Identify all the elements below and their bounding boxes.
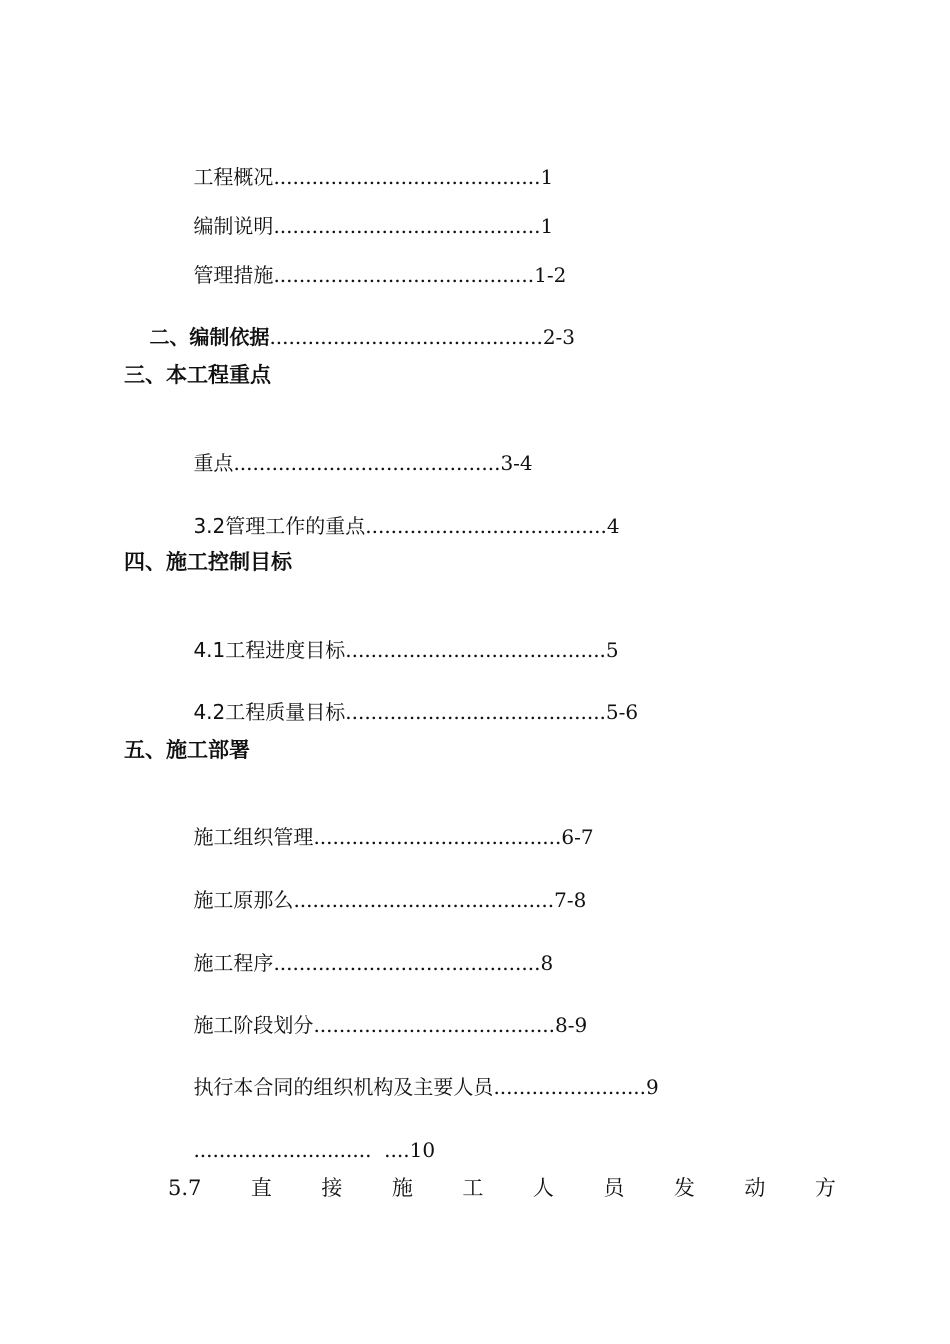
toc-entry-title: 4.1工程进度目标: [193, 638, 346, 662]
leader-dots: ..........................................: [273, 214, 541, 238]
leader-dots: .......................................: [313, 825, 562, 849]
leader-dots: .........................................: [293, 888, 555, 912]
spread-word: 工: [462, 1176, 484, 1200]
toc-entry-title: 管理措施: [193, 263, 274, 287]
toc-entry-title: 施工原那么: [193, 888, 294, 912]
page-number: 1-2: [534, 263, 567, 287]
page-number: 1: [540, 165, 554, 189]
page-number: 2-3: [542, 325, 576, 349]
leader-dots: ..........................................: [273, 951, 541, 975]
section-heading: 三、本工程重点: [124, 363, 271, 387]
spread-word: 直: [250, 1176, 272, 1200]
leader-dots: ......................................: [313, 1013, 556, 1037]
page-number: 7-8: [554, 888, 587, 912]
toc-entry-title: 3.2管理工作的重点: [193, 514, 366, 538]
leader-dots: ............................ ....: [193, 1138, 410, 1162]
leader-dots: ...........................................: [269, 325, 543, 349]
spread-word: 5.7: [168, 1176, 202, 1200]
page-number: 10: [409, 1138, 436, 1162]
page-number: 4: [606, 514, 620, 538]
spread-word: 发: [673, 1176, 695, 1200]
section-heading: 四、施工控制目标: [124, 550, 292, 574]
leader-dots: .........................................: [345, 638, 606, 662]
spread-word: 接: [321, 1176, 343, 1200]
toc-entry-title: 施工组织管理: [193, 825, 314, 849]
page-number: 5-6: [605, 700, 639, 724]
leader-dots: .........................................: [273, 263, 535, 287]
page-number: 9: [646, 1075, 659, 1099]
leader-dots: ........................: [493, 1075, 647, 1099]
toc-entry-title: 工程概况: [193, 165, 274, 189]
leader-dots: .........................................: [345, 700, 606, 724]
toc-entry-title: 施工阶段划分: [193, 1013, 314, 1037]
toc-entry-justified: [168, 1174, 836, 1202]
page-number: 1: [540, 214, 554, 238]
leader-dots: ......................................: [365, 514, 607, 538]
spread-word: 动: [744, 1176, 766, 1200]
section-heading: 二、编制依据: [149, 325, 270, 349]
page-number: 8-9: [555, 1013, 588, 1037]
toc-entry-title: 编制说明: [193, 214, 274, 238]
spread-word: 人: [532, 1176, 554, 1200]
toc-entry-title: 执行本合同的组织机构及主要人员: [193, 1075, 494, 1099]
spread-word: 员: [603, 1176, 625, 1200]
page-number: 6-7: [561, 825, 594, 849]
toc-entry-title: 施工程序: [193, 951, 274, 975]
toc-entry-title: 4.2工程质量目标: [193, 700, 346, 724]
page-number: 5: [605, 638, 619, 662]
leader-dots: ..........................................: [273, 165, 541, 189]
spread-word: 施: [391, 1176, 413, 1200]
toc-entry-title: 重点: [193, 451, 234, 475]
page-number: 3-4: [500, 451, 533, 475]
page-number: 8: [540, 951, 554, 975]
section-heading: 五、施工部署: [124, 738, 250, 762]
spread-word: 方: [814, 1176, 836, 1200]
leader-dots: ..........................................: [233, 451, 501, 475]
